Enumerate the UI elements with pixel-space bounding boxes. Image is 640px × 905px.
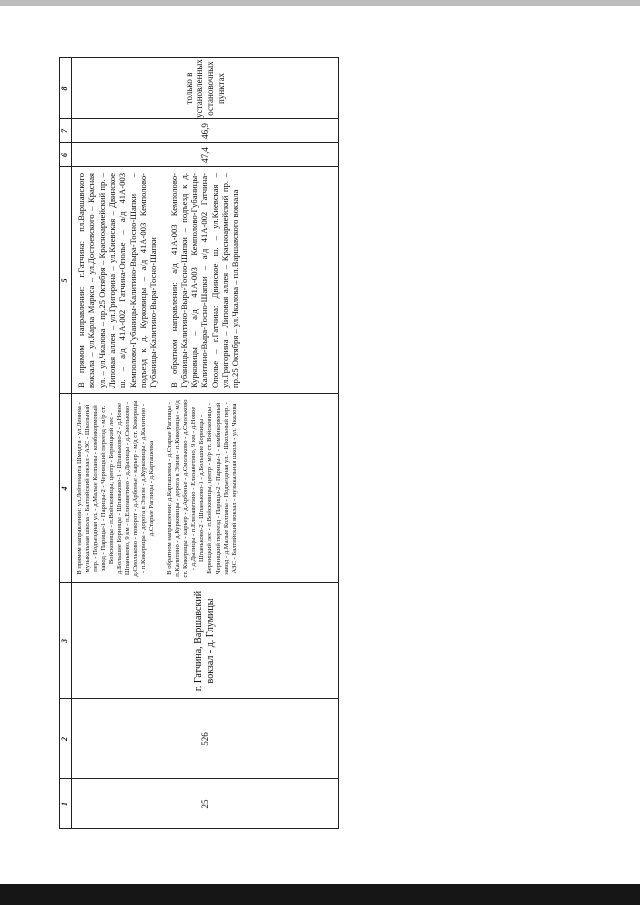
length-backward: 46,9	[199, 123, 210, 139]
scan-edge-bottom	[0, 884, 640, 905]
header-col-8: 8	[60, 86, 69, 91]
header-col-5: 5	[60, 278, 69, 283]
header-col-6: 6	[60, 153, 69, 157]
stops-list	[72, 394, 338, 583]
scan-edge-top	[0, 0, 640, 6]
header-col-1: 1	[60, 802, 69, 806]
length-forward: 47,4	[199, 147, 210, 163]
streets-list	[72, 167, 338, 394]
route-number: 526	[199, 732, 210, 746]
stops-backward: В обратном направлении: д.Карташевка - д.Старые Раглицы - п.Калитино - д.Курковицы - дорога в Элизи - п.Кикерицы - м/д ст. Кикерицы - карьер - д.Арбонье - д.Смольково - д.Смольково - д.Дылицы - п.Елизаветино - Елизаветино, 9 км - д.Новое Шпаньково-2 - Шпаньково-1 - д.Большие Борницы - Берницкий лес - п.Войсковицы, центр - м/р ст. Войсковицы - Черницкий переезд - Парицы-2 - Парицы-1 - комбикормовый завод - д.Малые Колпаны - Подъездная ул. - Школьный пер. - АЗС - Балтийский вокзал - музыкальная школа - ул. Чкалова	[166, 399, 238, 578]
route-name: г. Гатчина, Варшавский вокзал - д. Глумицы	[193, 590, 216, 692]
streets-forward: В прямом направлении: г.Гатчина: пл.Варшавского вокзала – ул.Карла Маркса – ул.Достоевского – Красная ул. – ул.Чкалова – пр.25 Октября – Красноармейский пр. – Липовая аллея – ул.Григорина – ул.Киевская – Двинское ш. – а/д 41А-002 Гатчина-Ополье – а/д 41А-003 Кемполово-Губаницы-Калитино-Выра-Тосно-Шапки – подъезд к д. Курковицы – а/д 41А-003 Кемполово-Губаницы-Калитино-Выра-Тосно-Шапки	[76, 173, 159, 388]
header-col-3: 3	[60, 639, 69, 643]
header-col-2: 2	[60, 737, 69, 741]
streets-backward: В обратном направлении: а/д 41А-003 Кемполово-Губаницы-Калитино-Выра-Тосно-Шапки – подъезд к д. Курковицы – а/д 41А-003 Кемполово-Губаницы-Калитино-Выра-Тосно-Шапки – а/д 41А-002 Гатчина-Ополье – г.Гатчина: Двинское ш. – ул.Киевская – ул.Григорина – Липовая аллея – Красноармейский пр. – пр.25 Октября – ул.Чкалова – пл.Варшавского вокзала	[168, 173, 241, 388]
header-col-4: 4	[60, 486, 69, 491]
stop-order: только в установленных остановочных пунктах	[183, 59, 226, 118]
row-number: 25	[199, 799, 210, 809]
header-col-7: 7	[60, 129, 69, 133]
route-table	[59, 57, 339, 829]
table-border-bottom	[338, 57, 339, 829]
stops-forward: В прямом направлении: ул.Лейтенанта Шмидта - ул.Ленина - музыкальная школа - Балтийский вокзал - АЗС - Школьный пер. - Подъездная ул. - д.Малые Колпаны - комбикормовый завод - Парицы-1 - Парицы-2 - Черницкий переезд - м/р ст. Войсковицы - п.Войсковицы, центр - Берницкий лес - д.Большие Борницы - Шпаньково-1 - Шпаньково-2 - д.Новое Шпаньково, 9 км - п.Елизаветино - д.Дылицы - д.Смольково - д.Смольково - поворот - д.Арбонье - карьер - м/д ст. Кикерицы - п.Кикерицы - дорога в Элизи - д.Курковицы - д.Калитино - д.Старые Раглицы - д.Карташевка	[76, 400, 156, 577]
